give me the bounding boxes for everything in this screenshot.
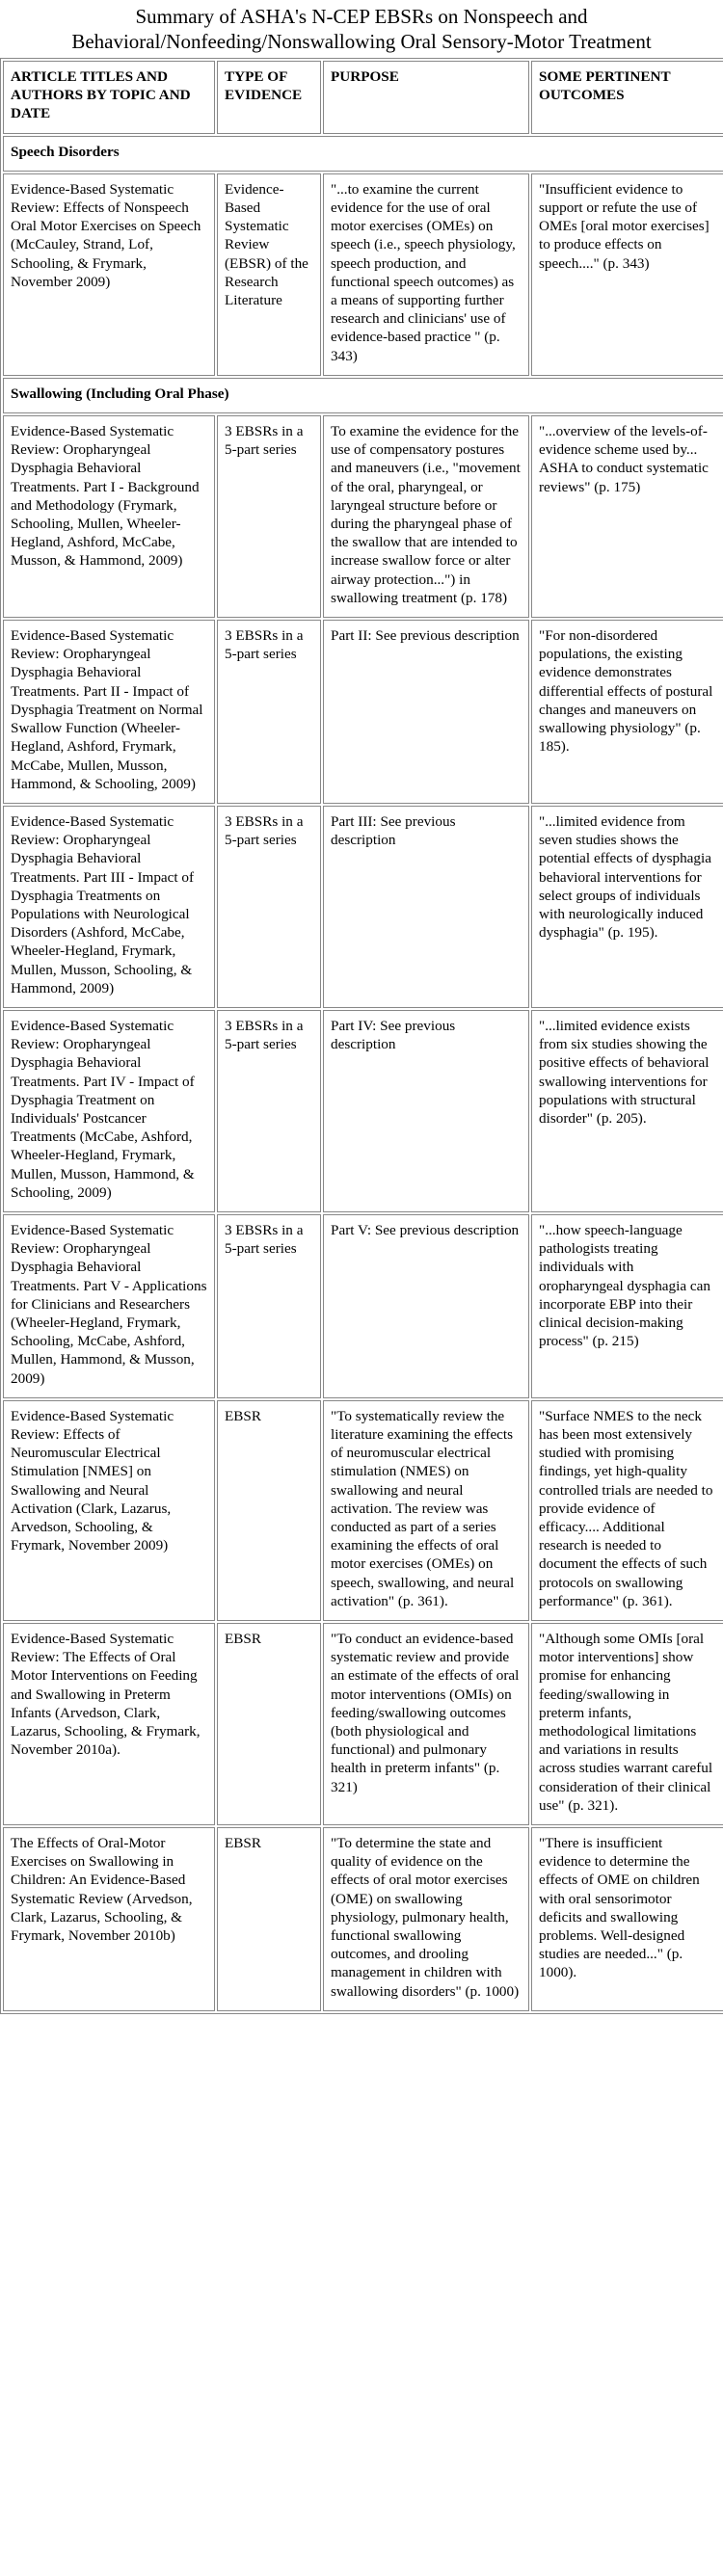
outcomes-cell: "Insufficient evidence to support or refute the use of OMEs [oral motor exercises] to produce effects on speech...." (p. 343): [531, 173, 723, 376]
type-cell: 3 EBSRs in a 5-part series: [217, 620, 321, 804]
type-cell: EBSR: [217, 1623, 321, 1825]
table-row: [3, 620, 723, 804]
article-cell: The Effects of Oral-Motor Exercises on Swallowing in Children: An Evidence-Based Systematic Review (Arvedson, Clark, Lazarus, Schooling, & Frymark, November 2010b): [3, 1827, 215, 2011]
type-cell: 3 EBSRs in a 5-part series: [217, 806, 321, 1008]
outcomes-cell: "...overview of the levels-of-evidence scheme used by... ASHA to conduct systematic reviews" (p. 175): [531, 415, 723, 618]
type-cell: 3 EBSRs in a 5-part series: [217, 1010, 321, 1212]
header-outcomes: SOME PERTINENT OUTCOMES: [531, 61, 723, 134]
purpose-cell: "To conduct an evidence-based systematic review and provide an estimate of the effects of oral motor interventions (OMIs) on feeding/swallowing outcomes (both physiological and functional) and pulmonary health in preterm infants" (p. 321): [323, 1623, 529, 1825]
article-cell: Evidence-Based Systematic Review: Oropharyngeal Dysphagia Behavioral Treatments. Part III - Impact of Dysphagia Treatments on Populations with Neurological Disorders (Ashford, McCabe, Wheeler-Hegland, Frymark, Mullen, Musson, Schooling, & Hammond, 2009): [3, 806, 215, 1008]
header-article: ARTICLE TITLES AND AUTHORS BY TOPIC AND DATE: [3, 61, 215, 134]
purpose-cell: Part IV: See previous description: [323, 1010, 529, 1212]
table-row: [3, 415, 723, 618]
header-row: [3, 61, 723, 134]
title-line-2: Behavioral/Nonfeeding/Nonswallowing Oral Sensory-Motor Treatment: [71, 30, 652, 53]
article-cell: Evidence-Based Systematic Review: The Effects of Oral Motor Interventions on Feeding and Swallowing in Preterm Infants (Arvedson, Clark, Lazarus, Schooling, & Frymark, November 2010a).: [3, 1623, 215, 1825]
purpose-cell: Part V: See previous description: [323, 1214, 529, 1398]
type-cell: 3 EBSRs in a 5-part series: [217, 1214, 321, 1398]
header-purpose: PURPOSE: [323, 61, 529, 134]
ebsr-summary-table: [0, 58, 723, 2014]
article-cell: Evidence-Based Systematic Review: Oropharyngeal Dysphagia Behavioral Treatments. Part V - Applications for Clinicians and Researchers (Wheeler-Hegland, Frymark, Schooling, McCabe, Ashford, Mullen, Hammond, & Musson, 2009): [3, 1214, 215, 1398]
article-cell: Evidence-Based Systematic Review: Oropharyngeal Dysphagia Behavioral Treatments. Part II - Impact of Dysphagia Treatment on Normal Swallow Function (Wheeler-Hegland, Ashford, Frymark, McCabe, Mullen, Musson, Hammond, & Schooling, 2009): [3, 620, 215, 804]
purpose-cell: Part III: See previous description: [323, 806, 529, 1008]
section-row-speech: [3, 136, 723, 172]
article-cell: Evidence-Based Systematic Review: Oropharyngeal Dysphagia Behavioral Treatments. Part I - Background and Methodology (Frymark, Schooling, Mullen, Wheeler-Hegland, Ashford, McCabe, Musson, & Hammond, 2009): [3, 415, 215, 618]
type-cell: Evidence-Based Systematic Review (EBSR) of the Research Literature: [217, 173, 321, 376]
article-cell: Evidence-Based Systematic Review: Effects of Nonspeech Oral Motor Exercises on Speech (McCauley, Strand, Lof, Schooling, & Frymark, November 2009): [3, 173, 215, 376]
type-cell: EBSR: [217, 1827, 321, 2011]
article-cell: Evidence-Based Systematic Review: Oropharyngeal Dysphagia Behavioral Treatments. Part IV - Impact of Dysphagia Treatment on Individuals' Postcancer Treatments (McCabe, Ashford, Wheeler-Hegland, Frymark, Mullen, Musson, Hammond, & Schooling, 2009): [3, 1010, 215, 1212]
purpose-cell: "To systematically review the literature examining the effects of neuromuscular electrical stimulation (NMES) on swallowing and neural activation. The review was conducted as part of a series examining the effects of oral motor exercises (OMEs) on speech, swallowing, and neural activation" (p. 361).: [323, 1400, 529, 1621]
table-row: [3, 1623, 723, 1825]
section-title: Speech Disorders: [3, 136, 723, 172]
outcomes-cell: "Although some OMIs [oral motor interventions] show promise for enhancing feeding/swallowing in preterm infants, methodological limitations and variations in results across studies warrant careful consideration of their clinical use" (p. 321).: [531, 1623, 723, 1825]
section-title: Swallowing (Including Oral Phase): [3, 378, 723, 413]
outcomes-cell: "...limited evidence from seven studies shows the potential effects of dysphagia behavioral interventions for select groups of individuals with neurologically induced dysphagia" (p. 195).: [531, 806, 723, 1008]
purpose-cell: "To determine the state and quality of evidence on the effects of oral motor exercises (OME) on swallowing physiology, pulmonary health, functional swallowing outcomes, and drooling management in children with swallowing disorders" (p. 1000): [323, 1827, 529, 2011]
type-cell: EBSR: [217, 1400, 321, 1621]
article-cell: Evidence-Based Systematic Review: Effects of Neuromuscular Electrical Stimulation [NMES] on Swallowing and Neural Activation (Clark, Lazarus, Arvedson, Schooling, & Frymark, November 2009): [3, 1400, 215, 1621]
section-row-swallowing: [3, 378, 723, 413]
table-row: [3, 1010, 723, 1212]
title-line-1: Summary of ASHA's N-CEP EBSRs on Nonspeech and: [135, 5, 588, 28]
table-row: [3, 173, 723, 376]
outcomes-cell: "...limited evidence exists from six studies showing the positive effects of behavioral swallowing interventions for populations with structural disorder" (p. 205).: [531, 1010, 723, 1212]
type-cell: 3 EBSRs in a 5-part series: [217, 415, 321, 618]
table-row: [3, 1214, 723, 1398]
outcomes-cell: "...how speech-language pathologists treating individuals with oropharyngeal dysphagia can incorporate EBP into their clinical decision-making process" (p. 215): [531, 1214, 723, 1398]
document-title: [0, 0, 723, 58]
outcomes-cell: "For non-disordered populations, the existing evidence demonstrates differential effects of postural changes and maneuvers on swallowing physiology" (p. 185).: [531, 620, 723, 804]
outcomes-cell: "Surface NMES to the neck has been most extensively studied with promising findings, yet high-quality controlled trials are needed to provide evidence of efficacy.... Additional research is needed to document the effects of such protocols on swallowing performance" (p. 361).: [531, 1400, 723, 1621]
purpose-cell: "...to examine the current evidence for the use of oral motor exercises (OMEs) on speech (i.e., speech physiology, speech production, and functional speech outcomes) as a means of supporting further research and clinicians' use of evidence-based practice " (p. 343): [323, 173, 529, 376]
table-row: [3, 806, 723, 1008]
table-row: [3, 1827, 723, 2011]
purpose-cell: Part II: See previous description: [323, 620, 529, 804]
outcomes-cell: "There is insufficient evidence to determine the effects of OME on children with oral sensorimotor deficits and swallowing problems. Well-designed studies are needed..." (p. 1000).: [531, 1827, 723, 2011]
purpose-cell: To examine the evidence for the use of compensatory postures and maneuvers (i.e., "movement of the oral, pharyngeal, or laryngeal structure before or during the pharyngeal phase of the swallow that are intended to increase swallow force or alter airway protection...") in swallowing treatment (p. 178): [323, 415, 529, 618]
table-row: [3, 1400, 723, 1621]
header-type: TYPE OF EVIDENCE: [217, 61, 321, 134]
